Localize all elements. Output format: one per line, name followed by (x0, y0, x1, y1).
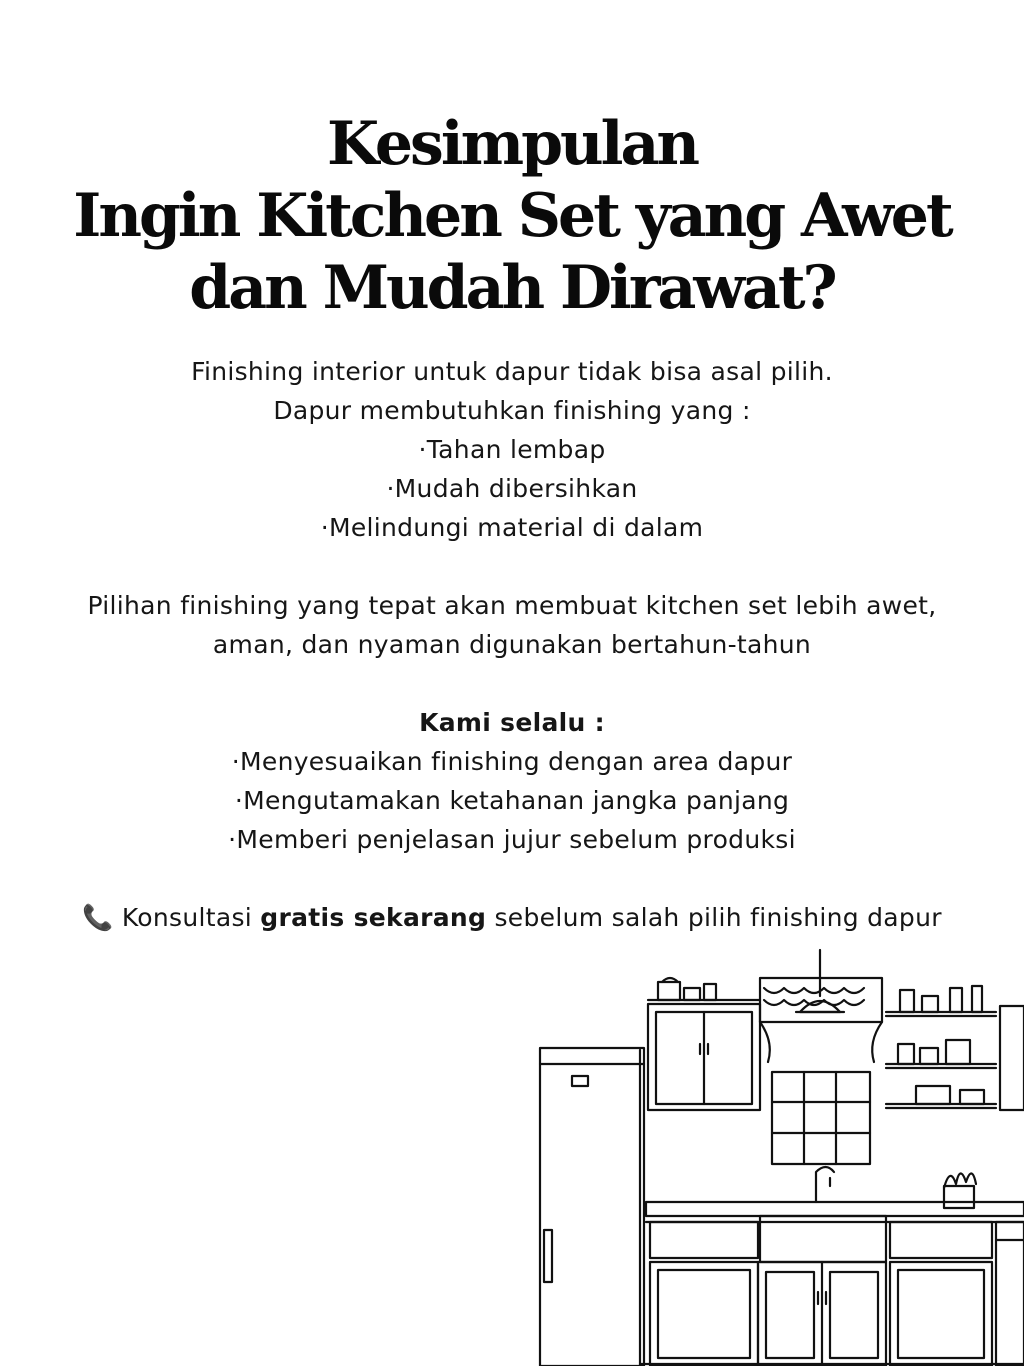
cta-text-post: sebelum salah pilih finishing dapur (486, 903, 942, 932)
commitment-heading: Kami selalu : (419, 708, 605, 737)
cta-line (0, 898, 1024, 937)
page-title (0, 108, 1024, 324)
intro-bullet: ·Mudah dibersihkan (386, 474, 638, 503)
commitment-bullet: ·Memberi penjelasan jujur sebelum produksi (228, 825, 796, 854)
title-line-3: dan Mudah Dirawat? (189, 253, 835, 323)
benefit-line-2: aman, dan nyaman digunakan bertahun-tahun (212, 630, 812, 659)
commitment-bullet: ·Menyesuaikan finishing dengan area dapur (231, 747, 793, 776)
intro-bullet: ·Tahan lembap (418, 435, 606, 464)
title-line-2: Ingin Kitchen Set yang Awet (73, 181, 951, 251)
telephone-icon: 📞 (82, 903, 114, 932)
kitchen-sketch-icon (520, 940, 1024, 1366)
cta-text-pre: Konsultasi (113, 903, 261, 932)
intro-bullet: ·Melindungi material di dalam (320, 513, 704, 542)
commitment-bullet: ·Mengutamakan ketahanan jangka panjang (234, 786, 790, 815)
benefit-line-1: Pilihan finishing yang tepat akan membuat kitchen set lebih awet, (87, 591, 937, 620)
cta-text-bold: gratis sekarang (260, 903, 487, 932)
intro-line-2: Dapur membutuhkan finishing yang : (273, 396, 751, 425)
intro-line-1: Finishing interior untuk dapur tidak bisa asal pilih. (191, 357, 833, 386)
title-line-1: Kesimpulan (327, 109, 697, 179)
content-body (0, 352, 1024, 937)
